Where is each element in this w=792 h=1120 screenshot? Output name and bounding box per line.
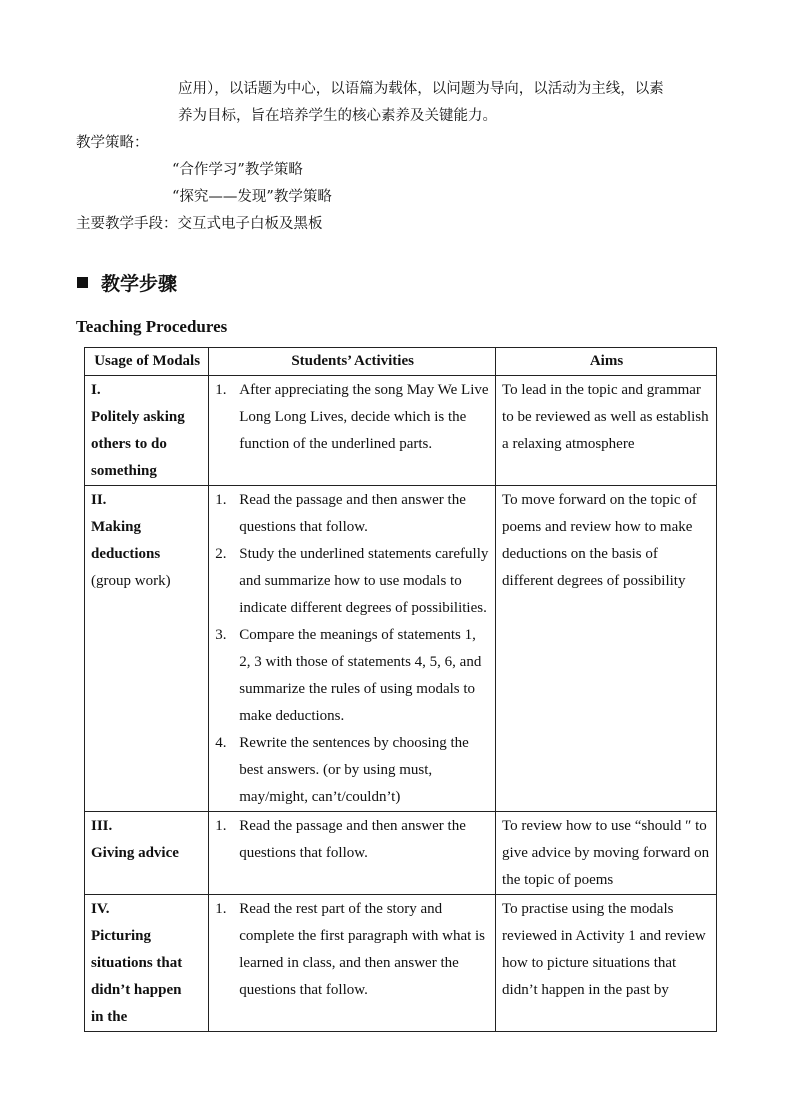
aims-cell: To move forward on the topic of poems and review how to make deductions on the basis of different degrees of possibility [496, 486, 717, 812]
activities-cell [209, 376, 496, 486]
section-heading [77, 271, 177, 297]
usage-label [91, 514, 187, 595]
activity-item [215, 730, 490, 811]
activity-text: Read the passage and then answer the questions that follow. [239, 818, 466, 861]
usage-of-modal [91, 896, 203, 1031]
usage-cell [85, 486, 209, 812]
teaching-procedures-title: Teaching Procedures [76, 317, 228, 336]
usage-cell [85, 376, 209, 486]
intro-line-2: 养为目标，旨在培养学生的核心素养及关键能力。 [178, 108, 497, 124]
table-row [85, 376, 717, 486]
activity-number: 1. [215, 901, 227, 917]
usage-number: IV. [91, 901, 110, 917]
usage-label [91, 840, 187, 867]
intro-line-1: 应用），以话题为中心，以语篇为载体，以问题为导向，以活动为主线，以素 [178, 81, 664, 97]
activities-list [215, 813, 490, 867]
activities-cell [209, 486, 496, 812]
usage-label [91, 923, 187, 1031]
teaching-means: 主要教学手段：交互式电子白板及黑板 [76, 216, 323, 232]
usage-of-modal [91, 487, 203, 595]
activity-number: 1. [215, 818, 227, 834]
strategy-label: 教学策略： [76, 135, 149, 151]
usage-text: Giving advice [91, 845, 179, 861]
activity-item [215, 541, 490, 622]
procedures-table [84, 347, 717, 1032]
activity-item [215, 622, 490, 730]
usage-text: Making deductions [91, 519, 161, 562]
activity-text: Rewrite the sentences by choosing the best answers. (or by using must, may/might, can’t/couldn’t) [239, 735, 469, 805]
activities-list [215, 896, 490, 1004]
header-activities: Students’ Activities [209, 348, 496, 376]
usage-text: Picturing situations that didn’t happen in the [91, 928, 183, 1025]
activities-list [215, 377, 490, 458]
usage-number: I. [91, 382, 101, 398]
usage-cell [85, 895, 209, 1032]
activity-number: 1. [215, 382, 227, 398]
activities-cell [209, 812, 496, 895]
square-bullet-icon [77, 277, 88, 288]
activities-cell [209, 895, 496, 1032]
activity-text: Read the passage and then answer the questions that follow. [239, 492, 466, 535]
header-usage: Usage of Modals [85, 348, 209, 376]
usage-label [91, 404, 187, 485]
table-row [85, 812, 717, 895]
usage-text: Politely asking others to do something [91, 409, 185, 479]
table-row [85, 486, 717, 812]
activity-text: Study the underlined statements carefully and summarize how to use modals to indicate different degrees of possibilities. [239, 546, 489, 616]
activities-list [215, 487, 490, 811]
usage-number: III. [91, 818, 113, 834]
activity-number: 4. [215, 735, 227, 751]
activity-item [215, 487, 490, 541]
header-aims: Aims [496, 348, 717, 376]
usage-cell [85, 812, 209, 895]
activity-text: After appreciating the song May We Live Long Long Lives, decide which is the function of the underlined parts. [239, 382, 489, 452]
table-header-row [85, 348, 717, 376]
strategy-1: “合作学习”教学策略 [172, 162, 303, 178]
activity-item [215, 896, 490, 1004]
activity-number: 3. [215, 627, 227, 643]
activity-item [215, 813, 490, 867]
activity-number: 2. [215, 546, 227, 562]
usage-number: II. [91, 492, 107, 508]
activity-text: Read the rest part of the story and complete the first paragraph with what is learned in class, and then answer the questions that follow. [239, 901, 486, 998]
activity-text: Compare the meanings of statements 1, 2, 3 with those of statements 4, 5, 6, and summarize the rules of using modals to make deductions. [239, 627, 482, 724]
aims-cell: To review how to use “should ″ to give advice by moving forward on the topic of poems [496, 812, 717, 895]
aims-cell: To practise using the modals reviewed in Activity 1 and review how to picture situations that didn’t happen in the past by [496, 895, 717, 1032]
aims-cell: To lead in the topic and grammar to be reviewed as well as establish a relaxing atmosphere [496, 376, 717, 486]
table-row [85, 895, 717, 1032]
usage-note: (group work) [91, 573, 171, 589]
section-heading-text: 教学步骤 [101, 273, 178, 295]
activity-item [215, 377, 490, 458]
strategy-2: “探究——发现”教学策略 [172, 189, 332, 205]
activity-number: 1. [215, 492, 227, 508]
usage-of-modal [91, 813, 203, 867]
usage-of-modal [91, 377, 203, 485]
